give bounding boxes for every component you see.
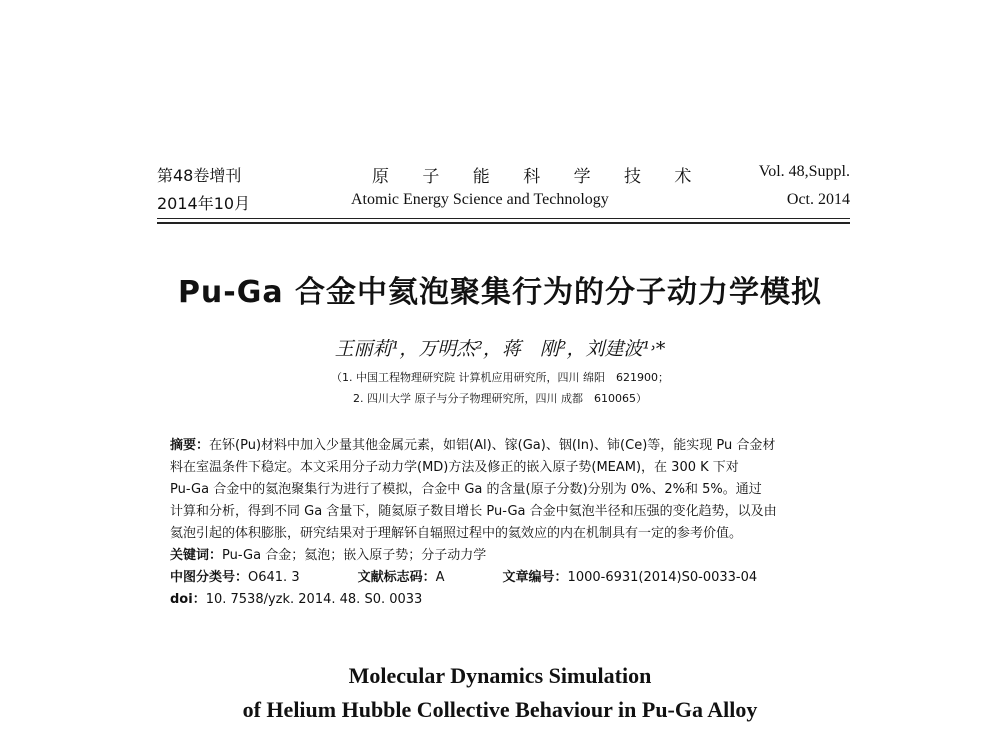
paper-title-en-line-1: Molecular Dynamics Simulation xyxy=(348,663,652,688)
classification-line xyxy=(170,567,777,589)
doc-code-label: 文献标志码： xyxy=(357,570,436,585)
clc-value: O641. 3 xyxy=(248,570,300,585)
affiliation-2: 2. 四川大学 原子与分子物理研究所，四川 成都 610065） xyxy=(353,392,647,405)
author-list: 王丽莉¹，万明杰²，蒋 刚²，刘建波¹˒* xyxy=(334,338,666,360)
journal-title-en: Atomic Energy Science and Technology xyxy=(351,191,609,208)
paper-title-zh: Pu-Ga 合金中氦泡聚集行为的分子动力学模拟 xyxy=(177,275,823,310)
paper-title-en-line-2: of Helium Hubble Collective Behaviour in Pu-Ga Alloy xyxy=(242,697,758,722)
abstract-line-2: 料在室温条件下稳定。本文采用分子动力学(MD)方法及修正的嵌入原子势(MEAM)，在 300 K 下对 xyxy=(170,460,739,475)
keywords-line xyxy=(170,545,777,567)
article-number-label: 文章编号： xyxy=(502,570,568,585)
journal-title-zh: 原 子 能 科 学 技 术 xyxy=(372,167,706,187)
issue-date: 2014年10月 xyxy=(157,194,251,213)
keywords-value: Pu-Ga 合金；氦泡；嵌入原子势；分子动力学 xyxy=(222,548,487,563)
header-rule-top xyxy=(157,218,850,219)
doc-code-value: A xyxy=(435,570,445,585)
abstract-label: 摘要： xyxy=(170,438,210,453)
doi-label: doi： xyxy=(170,592,206,607)
keywords-label: 关键词： xyxy=(170,548,223,563)
article-number-value: 1000-6931(2014)S0-0033-04 xyxy=(567,570,758,585)
clc-label: 中图分类号： xyxy=(170,570,249,585)
abstract-line-4: 计算和分析，得到不同 Ga 含量下，随氦原子数目增长 Pu-Ga 合金中氦泡半径和压强的变化趋势，以及由 xyxy=(170,504,777,519)
header-rule-bottom xyxy=(157,222,850,224)
abstract-line-1: 摘要：在钚(Pu)材料中加入少量其他金属元素，如铝(Al)、镓(Ga)、铟(In)、铈(Ce)等，能实现 Pu 合金材 xyxy=(170,438,776,453)
volume-en: Vol. 48,Suppl. xyxy=(758,163,850,180)
affiliation-1: （1. 中国工程物理研究院 计算机应用研究所，四川 绵阳 621900； xyxy=(331,371,669,384)
abstract-block xyxy=(170,435,777,611)
abstract-line-3: Pu-Ga 合金中的氦泡聚集行为进行了模拟，合金中 Ga 的含量(原子分数)分别为 0%、2%和 5%。通过 xyxy=(170,482,762,497)
doi-value: 10. 7538/yzk. 2014. 48. S0. 0033 xyxy=(205,592,423,607)
doi-line xyxy=(170,589,777,611)
volume-label: 第48卷增刊 xyxy=(157,166,242,185)
date-en: Oct. 2014 xyxy=(786,191,850,208)
abstract-line-5: 氦泡引起的体积膨胀，研究结果对于理解钚自辐照过程中的氦效应的内在机制具有一定的参考价值。 xyxy=(170,526,743,541)
